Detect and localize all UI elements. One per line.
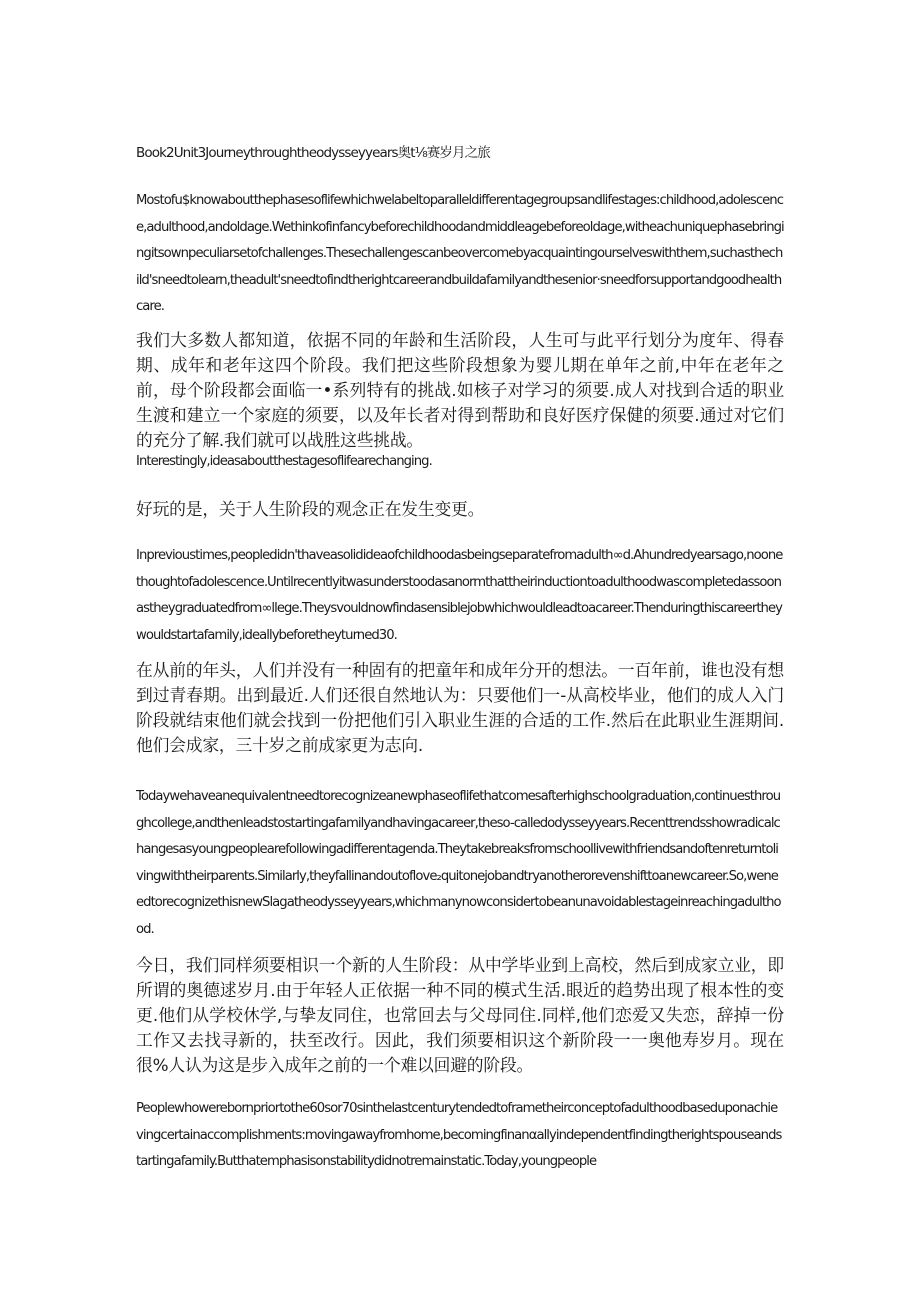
paragraph-en-4: Todaywehaveanequivalentneedtorecognizeanewphaseoflifethatcomesafterhighschoolgraduation,continuesthroughcollege,andthenleadstostartingafamilyandhavingacareer,theso-calledodysseyyears.Recenttrendsshowradicalchangesasyoungpeoplearefollowingadifferentagenda.Theytakebreaksfromschoollivewithfriendsandoftenreturntolivingwiththeirparents.Similarly,theyfallinandoutoflove₂quitonejobandtryanotherorevenshifttoanewcareer.So,weneedtorecognizethisnewSlagatheodysseyyears,whichmanynowconsidertobeanunavoidablestageinreachingadulthood. [136,789,781,937]
paragraph-en-1: Mostofu$knowaboutthephasesoflifewhichwelabeltoparalleldifferentagegroupsandlifestages:childhood,adolescence,adulthood,andoldage.Wethinkofinfancybeforechildhoodandmiddleagebeforeoldage,withea​chuniquephasebringingitsownpeculiarsetofchallenges.Thesechallengescanbeovercomebyacquaintin​gourselveswiththem,suchasthechild'sneedtolearn,theadult'sneedtofindtherightcareerandbuildafamilya​ndthesenior·sneedforsupportandgoodhealthcare. [136,193,784,314]
paragraph-zh-3: 在从前的年头，人们并没有一种固有的把童年和成年分开的想法。一百年前，谁也没有想到过青春期。出到最近.人们还很自然地认为：只要他们一-从高校毕业，他们的成人入门阶段就结束他们就会找到一份把他们引入职业生涯的合适的工作.然后在此职业生涯期间.他们会成家，三十岁之前成家更为志向. [136,660,784,755]
paragraph-zh-4: 今日，我们同样须要相识一个新的人生阶段：从中学毕业到上高校，然后到成家立业，即所谓的奥德逑岁月.由于年轻人正依据一种不同的模式生活.眼近的趋势出现了根本性的变更.他们从学校休学,与挚友同住，也常回去与父母同住.同样,他们恋爱又失恋，辞掉一份工作又去找寻新的，扶至改行。因此，我们须要相识这个新阶段一一奥他寿岁月。现在很%人认为这是步入成年之前的一个难以回避的阶段。 [136,955,784,1075]
paragraph-en-5: Peoplewhowerebornpriortothe60sor70sinthelastcenturytendedtoframetheirconceptofadulthoodbaseduponachievingcertainaccomplishments:movingawayfromhome,becomingfinanαallyindependentfindingtherightspouseandstartingafamily.Butthatemphasisonstabilitydidnotremainstatic.Today,youngpeople [136,1101,782,1169]
paragraph-zh-2: 好玩的是，关于人生阶段的观念正在发生变更。 [136,499,485,519]
paragraph-en-2: Interestingly,ideasaboutthestagesoflifearechanging. [136,454,432,469]
document-title: Book2Unit3Journeythroughtheodysseyyears奥t⅛赛岁月之旅 [136,145,490,161]
paragraph-en-3: Inprevioustimes,peopledidn'thaveasolidideaofchildhoodasbeingseparatefromadulth∞d.Ahundredyearsago,noonethoughtofadolescence.Untilrecentlyitwasunderstoodasanormthattheirinductiontoadulthoodwascompletedassoonastheygraduatedfrom∞llege.Theysvouldnowfindasensiblejobwhichwouldleadtoacareer.Thenduringthiscareertheywouldstartafamily,ideallybeforetheyturned30. [136,548,783,643]
paragraph-zh-1: 我们大多数人都知道，依据不同的年龄和生活阶段，人生可与此平行划分为度年、得春期、成年和老年这四个阶段。我们把这些阶段想象为婴儿期在单年之前,中年在老年之前，母个阶段都会面临一•系列特有的挑战.如核子对学习的须要.成人对找到合适的职业生渡和建立一个家庭的须要，以及年长者对得到帮助和良好医疗保健的须要.通过对它们的充分了解.我们就可以战胜这些挑战。 [136,330,784,450]
